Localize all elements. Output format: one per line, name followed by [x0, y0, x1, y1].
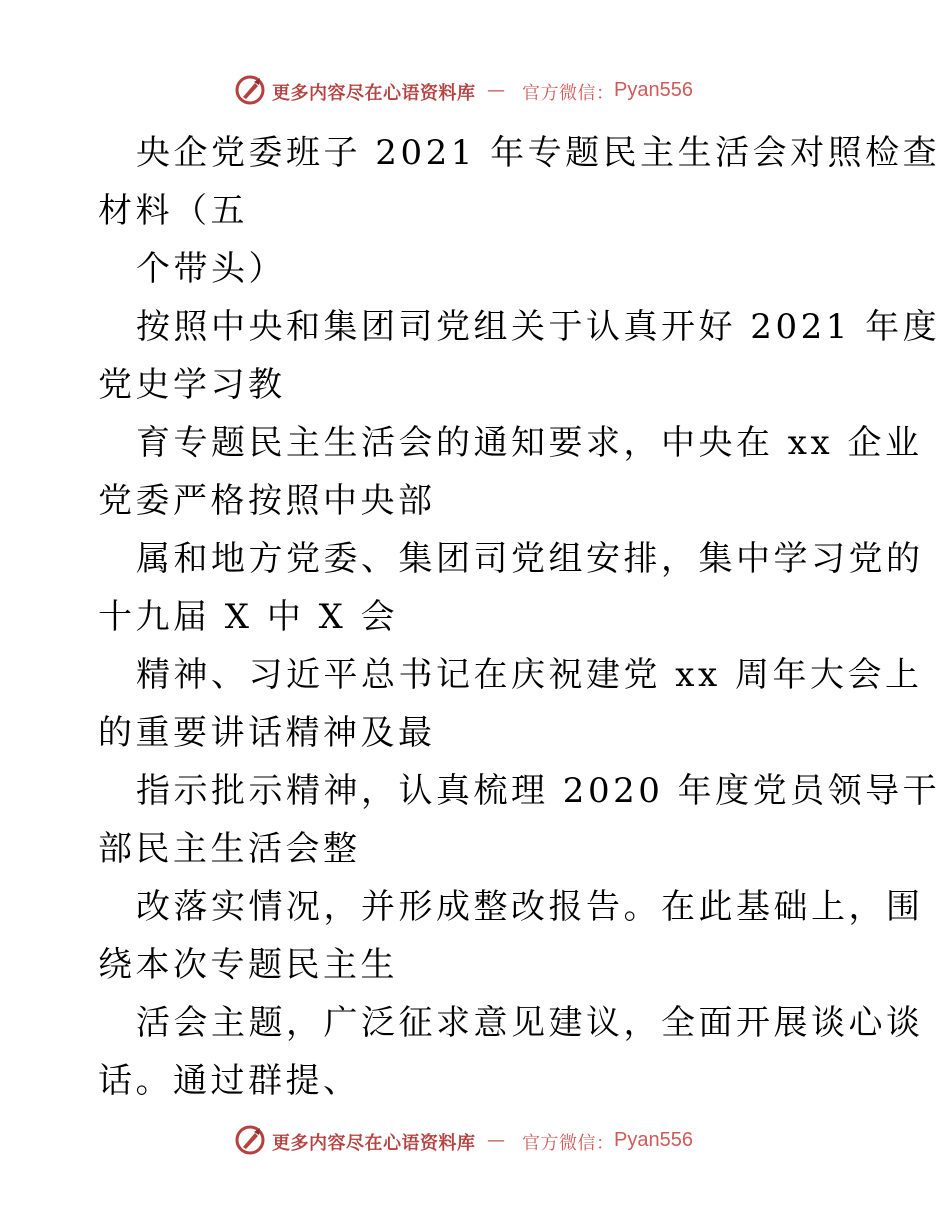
watermark-wechat-label: 官方微信： — [522, 83, 615, 104]
paragraph-line: 部民主生活会整 — [98, 829, 361, 869]
quill-pen-circle-icon — [234, 1124, 266, 1156]
paragraph-line: 精神、习近平总书记在庆祝建党 xx 周年大会上 — [136, 655, 923, 695]
paragraph-line: 改落实情况，并形成整改报告。在此基础上，围 — [136, 887, 924, 927]
watermark-promo-text: 更多内容尽在心语资料库 — [272, 83, 476, 104]
watermark-dash: — — [487, 1130, 505, 1151]
paragraph-line: 的重要讲话精神及最 — [98, 713, 436, 753]
paragraph — [98, 530, 924, 646]
paragraph-line: 党委严格按照中央部 — [98, 481, 436, 521]
paragraph-line: 央企党委班子 2021 年专题民主生活会对照检查 — [136, 133, 941, 173]
paragraph-line: 育专题民主生活会的通知要求，中央在 xx 企业 — [136, 423, 923, 463]
watermark-dash: — — [487, 80, 505, 101]
paragraph — [98, 414, 923, 530]
watermark-wechat-id: Pyan556 — [614, 1129, 693, 1151]
paragraph — [98, 878, 924, 994]
watermark-promo-text: 更多内容尽在心语资料库 — [272, 1133, 476, 1154]
paragraph — [98, 124, 941, 240]
quill-pen-circle-icon — [234, 74, 266, 106]
paragraph — [98, 240, 858, 298]
paragraph-line: 材料（五 — [98, 191, 248, 231]
paragraph-line: 指示批示精神，认真梳理 2020 年度党员领导干 — [136, 771, 941, 811]
watermark-wechat-label: 官方微信： — [522, 1133, 615, 1154]
paragraph — [98, 298, 941, 414]
paragraph-line: 绕本次专题民主生 — [98, 945, 398, 985]
paragraph — [98, 646, 923, 762]
document-body — [98, 124, 941, 1110]
watermark-wechat-id: Pyan556 — [614, 79, 693, 101]
paragraph — [98, 994, 924, 1110]
paragraph-line: 党史学习教 — [98, 365, 286, 405]
paragraph-line: 活会主题，广泛征求意见建议，全面开展谈心谈 — [136, 1003, 924, 1043]
footer-watermark — [0, 1120, 950, 1160]
header-watermark — [0, 70, 950, 110]
paragraph-line: 个带头） — [136, 249, 286, 289]
paragraph — [98, 762, 941, 878]
paragraph-line: 属和地方党委、集团司党组安排，集中学习党的 — [136, 539, 924, 579]
paragraph-line: 十九届 X 中 X 会 — [98, 597, 399, 637]
paragraph-line: 话。通过群提、 — [98, 1061, 361, 1101]
paragraph-line: 按照中央和集团司党组关于认真开好 2021 年度 — [136, 307, 941, 347]
